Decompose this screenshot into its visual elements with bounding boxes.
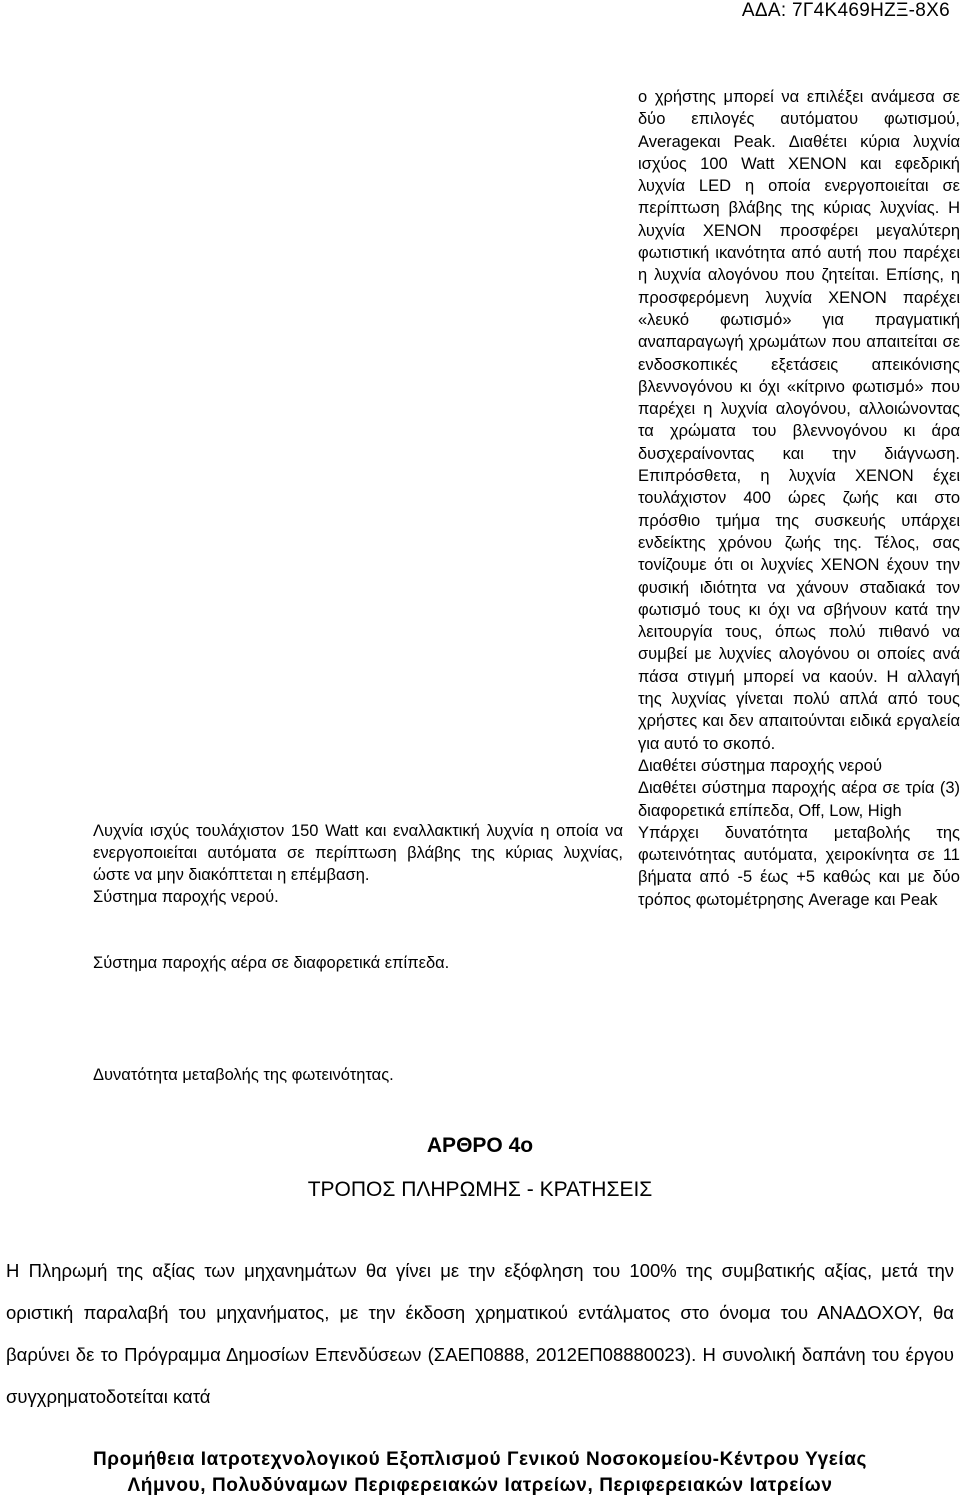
- spec-table: [60, 76, 960, 1086]
- brightness-requirement: Δυνατότητα μεταβολής της φωτεινότητας.: [93, 1066, 394, 1084]
- document-footer: [0, 1447, 960, 1499]
- footer-line-2: Λήμνου, Πολυδύναμων Περιφερειακών Ιατρείων, Περιφερειακών Ιατρείων: [127, 1475, 833, 1496]
- footer-line-1: Προμήθεια Ιατροτεχνολογικού Εξοπλισμού Γενικού Νοσοκομείου-Κέντρου Υγείας: [92, 1449, 868, 1470]
- ada-code: ΑΔΑ: 7Γ4Κ469ΗΖΞ-8Χ6: [741, 0, 950, 21]
- water-supply-requirement: Σύστημα παροχής νερού.: [93, 888, 279, 906]
- lamp-requirement: Λυχνία ισχύς τουλάχιστον 150 Watt και εναλλακτική λυχνία η οποία να ενεργοποιείται αυτόματα σε περίπτωση βλάβης της κύριας λυχνίας, ώστε να μην διακόπτεται η επέμβαση.: [93, 822, 623, 884]
- spec-responses-column: [638, 86, 960, 911]
- lighting-response: ο χρήστης μπορεί να επιλέξει ανάμεσα σε δύο επιλογές αυτόματου φωτισμού, Averageκαι Peak. Διαθέτει κύρια λυχνία ισχύος 100 Watt XENON και εφεδρική λυχνία LED η οποία ενεργοποιείται σε περίπτωση βλάβης της κύριας λυχνίας. Η λυχνία XENON προσφέρει μεγαλύτερη φωτιστική ικανότητα από αυτή που παρέχει η λυχνία αλογόνου που ζητείται. Επίσης, η προσφερόμενη λυχνία XENON παρέχει «λευκό φωτισμό» για πραγματική αναπαραγωγή χρωμάτων που απαιτείται σε ενδοσκοπικές εξετάσεις απεικόνισης βλεννογόνου κι όχι «κίτρινο φωτισμό» που παρέχει η λυχνία αλογόνου, αλλοιώνοντας τα χρώματα του βλεννογόνου κι άρα δυσχεραίνοντας και την διάγνωση. Επιπρόσθετα, η λυχνία XENON έχει τουλάχιστον 400 ώρες ζωής και στο πρόσθιο τμήμα της συσκευής υπάρχει ενδείκτης χρόνου ζωής της. Τέλος, σας τονίζουμε ότι οι λυχνίες XENON έχουν την φυσική ιδιότητα να χάνουν σταδιακά τον φωτισμό τους κι όχι να σβήνουν κατά την λειτουργία τους, όπως πολύ πιθανό να συμβεί με λυχνίες αλογόνου οι οποίες ανά πάσα στιγμή μπορεί να καούν. Η αλλαγή της λυχνίας γίνεται πολύ απλά από τους χρήστες και δεν απαιτούνται ειδικά εργαλεία για αυτό το σκοπό.: [638, 88, 960, 753]
- air-supply-response: Διαθέτει σύστημα παροχής αέρα σε τρία (3) διαφορετικά επίπεδα, Off, Low, High: [638, 779, 960, 820]
- payment-paragraph: Η Πληρωμή της αξίας των μηχανημάτων θα γίνει με την εξόφληση του 100% της συμβατικής αξίας, μετά την οριστική παραλαβή του μηχανήματος, με την έκδοση χρηματικού εντάλματος στο όνομα του ΑΝΑΔΟΧΟΥ, θα βαρύνει δε το Πρόγραμμα Δημοσίων Επενδύσεων (ΣΑΕΠ0888, 2012ΕΠ08880023). Η συνολική δαπάνη του έργου συγχρηματοδοτείται κατά: [6, 1260, 954, 1407]
- brightness-response: Υπάρχει δυνατότητα μεταβολής της φωτεινότητας αυτόματα, χειροκίνητα σε 11 βήματα από -5 έως +5 καθώς και με δύο τρόπος φωτομέτρησης Average και Peak: [638, 823, 960, 909]
- air-supply-requirement: Σύστημα παροχής αέρα σε διαφορετικά επίπεδα.: [93, 954, 450, 972]
- article-title: ΑΡΘΡΟ 4ο: [426, 1134, 534, 1157]
- water-supply-response: Διαθέτει σύστημα παροχής νερού: [638, 756, 882, 775]
- article-subtitle: ΤΡΟΠΟΣ ΠΛΗΡΩΜΗΣ - ΚΡΑΤΗΣΕΙΣ: [307, 1178, 653, 1201]
- spec-requirements-column: [93, 76, 633, 1086]
